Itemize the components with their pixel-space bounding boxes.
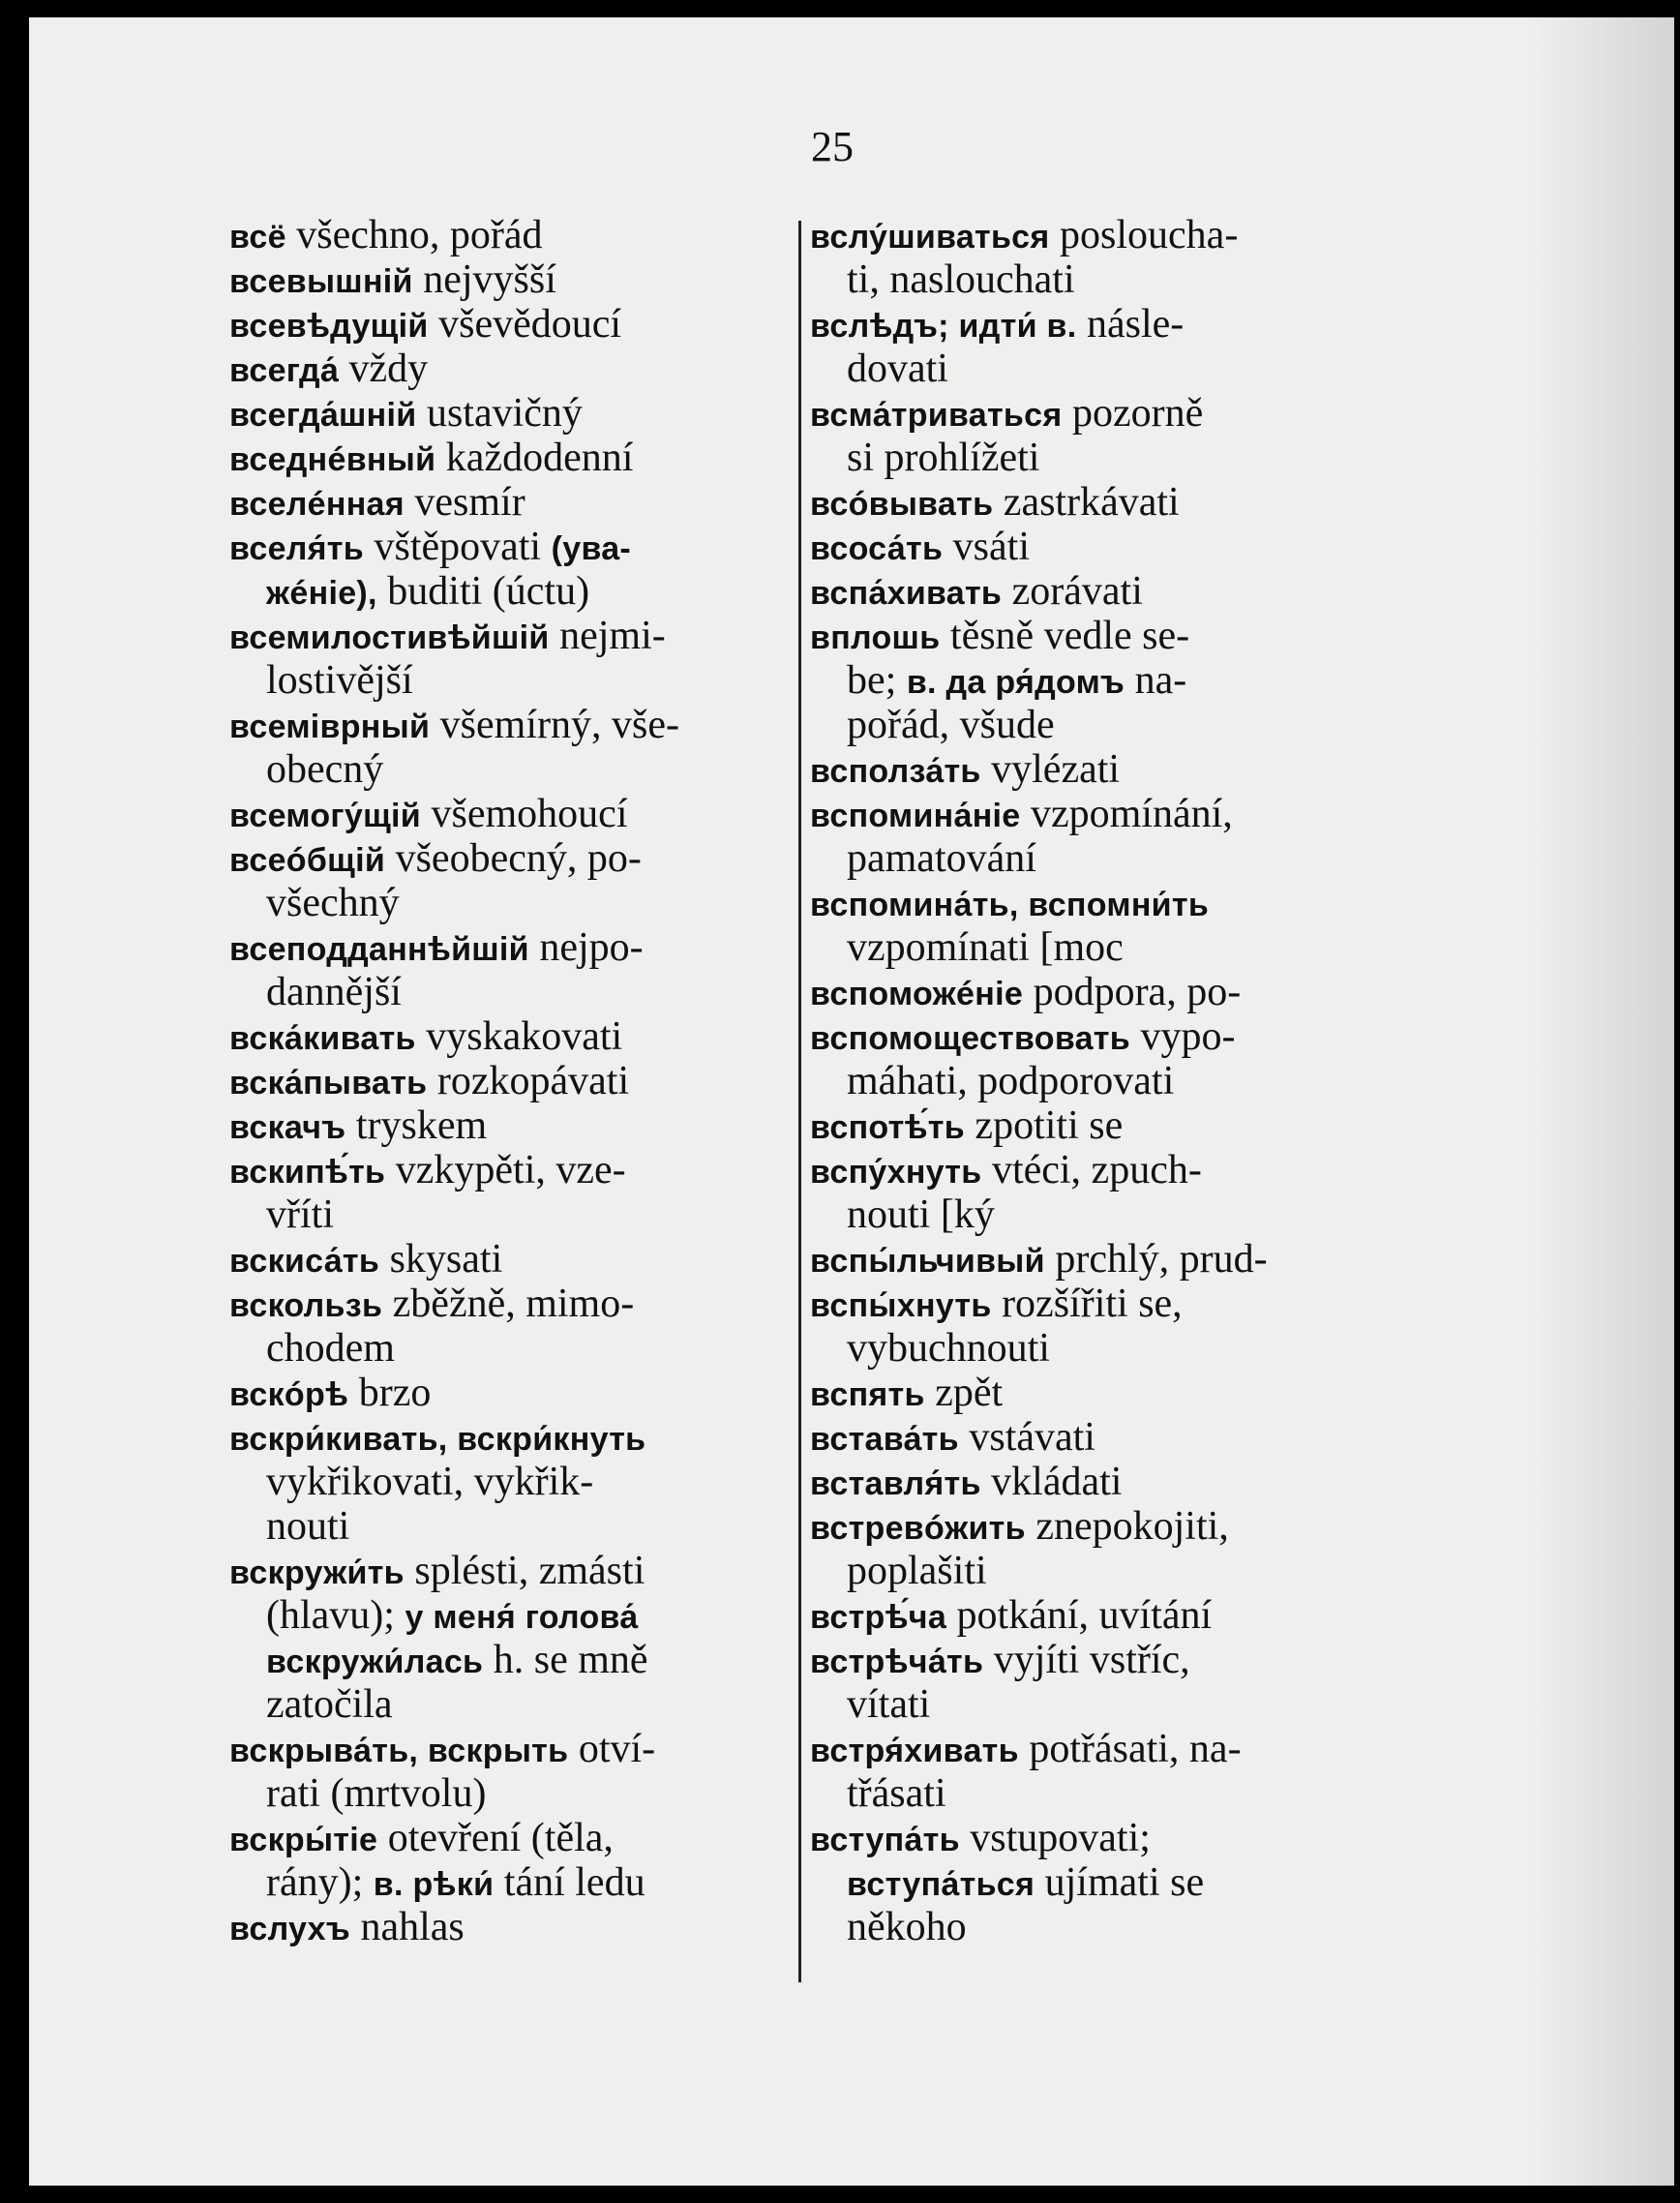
- entry-line: [810, 525, 1400, 569]
- entry-line: [810, 1103, 1400, 1148]
- entry-line: [229, 658, 820, 703]
- entry-line: [810, 925, 1400, 970]
- entry-line: [810, 1816, 1400, 1860]
- headword: всемогу́щій: [229, 798, 422, 834]
- headword: вплошь: [810, 619, 941, 656]
- left-column: [229, 213, 820, 1949]
- headword: встрѣ́ча: [810, 1599, 947, 1636]
- translation: vzpomínání,: [1020, 792, 1233, 836]
- entry-line: [810, 1148, 1400, 1192]
- entry-line: [229, 1905, 820, 1949]
- entry-line: [229, 1103, 820, 1148]
- translation: otví-: [568, 1727, 656, 1771]
- translation: pořád, všude: [847, 703, 1055, 747]
- translation: lostivější: [266, 658, 413, 703]
- entry-line: [229, 1860, 820, 1905]
- headword: вска́кивать: [229, 1020, 416, 1057]
- translation: prchlý, prud-: [1044, 1237, 1268, 1282]
- translation: brzo: [348, 1371, 432, 1415]
- entry-line: [229, 257, 820, 302]
- headword: всеподданнѣйшій: [229, 931, 529, 968]
- headword: вслухъ: [229, 1911, 350, 1947]
- translation: všechno, pořád: [285, 213, 543, 257]
- entry-line: [810, 391, 1400, 436]
- entry-line: [229, 925, 820, 970]
- translation: všemohoucí: [421, 792, 628, 836]
- headword: вслу́шиваться: [810, 219, 1050, 256]
- entry-line: [229, 1148, 820, 1192]
- translation: ti, naslouchati: [847, 257, 1075, 302]
- translation: potkání, uvítání: [946, 1593, 1213, 1638]
- headword: всевышній: [229, 263, 413, 300]
- headword: встрѣча́ть: [810, 1644, 984, 1680]
- entry-line: [229, 1816, 820, 1860]
- headword: встава́ть: [810, 1421, 959, 1458]
- entry-line: [810, 1860, 1400, 1905]
- entry-line: [229, 213, 820, 257]
- headword: вспять: [810, 1376, 925, 1413]
- entry-line: [810, 836, 1400, 881]
- entry-line: [229, 970, 820, 1014]
- translation: zatočila: [266, 1682, 393, 1727]
- entry-line: [229, 347, 820, 391]
- headword: вскружи́ть: [229, 1554, 405, 1591]
- translation: posloucha-: [1049, 213, 1239, 257]
- translation: vyjíti vstříc,: [983, 1638, 1190, 1682]
- translation: poplašiti: [847, 1549, 987, 1593]
- entry-line: [229, 1504, 820, 1549]
- headword: вскиса́ть: [229, 1243, 380, 1280]
- translation: vkládati: [980, 1460, 1123, 1504]
- headword: вскрыва́ть, вскрыть: [229, 1733, 569, 1769]
- translation: splésti, zmásti: [404, 1549, 645, 1593]
- headword: всóвывать: [810, 486, 994, 523]
- headword: вскóрѣ: [229, 1376, 349, 1413]
- translation: obecný: [266, 747, 384, 792]
- translation: nahlas: [349, 1905, 465, 1949]
- headword: вспотѣ́ть: [810, 1109, 965, 1146]
- entry-line: [810, 881, 1400, 925]
- entry-line: [229, 1192, 820, 1237]
- headword: вступа́ть: [810, 1822, 960, 1858]
- entry-line: [229, 1549, 820, 1593]
- entry-line: [810, 1727, 1400, 1771]
- page-edge-shadow: [1529, 17, 1674, 2186]
- translation: (hlavu);: [266, 1593, 405, 1638]
- headword: жéніе),: [266, 575, 377, 612]
- entry-line: [810, 569, 1400, 614]
- translation: vykřikovati, vykřik-: [266, 1460, 594, 1504]
- translation: někoho: [847, 1905, 967, 1949]
- entry-line: [810, 1549, 1400, 1593]
- headword: вскипѣ́ть: [229, 1154, 386, 1191]
- headword: всегда́: [229, 352, 340, 389]
- translation: všeobecný, po-: [385, 836, 642, 881]
- translation: každodenní: [435, 436, 634, 480]
- translation: ustavičný: [416, 391, 583, 436]
- entry-line: [810, 747, 1400, 792]
- entry-line: [229, 436, 820, 480]
- translation: zběžně, mimo-: [382, 1282, 635, 1326]
- entry-line: [810, 970, 1400, 1014]
- headword: (ува-: [551, 530, 632, 567]
- translation: vyskakovati: [415, 1014, 623, 1059]
- entry-line: [810, 436, 1400, 480]
- translation: dovati: [847, 347, 948, 391]
- headword: всегда́шній: [229, 397, 417, 434]
- entry-line: [229, 1059, 820, 1103]
- entry-line: [229, 747, 820, 792]
- entry-line: [229, 569, 820, 614]
- translation: vzkypěti, vze-: [385, 1148, 626, 1192]
- translation: otevření (těla,: [377, 1816, 614, 1860]
- translation: potřásati, na-: [1018, 1727, 1242, 1771]
- entry-line: [229, 1771, 820, 1816]
- headword: вспомоществовать: [810, 1020, 1130, 1057]
- translation: vříti: [266, 1192, 334, 1237]
- translation: zpotiti se: [964, 1103, 1124, 1148]
- entry-line: [810, 1771, 1400, 1816]
- entry-line: [229, 881, 820, 925]
- translation: vzpomínati [moc: [847, 925, 1124, 970]
- headword: вспомина́ніе: [810, 798, 1021, 834]
- translation: h. se mně: [483, 1638, 648, 1682]
- translation: vylézati: [980, 747, 1121, 792]
- translation: všemírný, vše-: [430, 703, 679, 747]
- translation: zastrkávati: [993, 480, 1180, 525]
- entry-line: [229, 792, 820, 836]
- entry-line: [229, 1237, 820, 1282]
- entry-line: [810, 257, 1400, 302]
- translation: rány);: [266, 1860, 374, 1905]
- headword: вседнéвный: [229, 441, 436, 478]
- headword: вскользь: [229, 1287, 383, 1324]
- headword: всполза́ть: [810, 753, 981, 790]
- headword: вспу́хнуть: [810, 1154, 982, 1191]
- headword: вскружи́лась: [266, 1644, 484, 1680]
- translation: pozorně: [1062, 391, 1204, 436]
- book-page: [29, 17, 1674, 2186]
- translation: si prohlížeti: [847, 436, 1040, 480]
- translation: těsně vedle se-: [940, 614, 1190, 658]
- entry-line: [810, 480, 1400, 525]
- translation: vypo-: [1129, 1014, 1236, 1059]
- entry-line: [229, 1593, 820, 1638]
- column-divider: [798, 221, 801, 1982]
- translation: máhati, podporovati: [847, 1059, 1175, 1103]
- entry-line: [229, 302, 820, 347]
- headword: всоса́ть: [810, 530, 944, 567]
- translation: znepokojiti,: [1025, 1504, 1229, 1549]
- entry-line: [810, 1237, 1400, 1282]
- translation: vtéci, zpuch-: [981, 1148, 1202, 1192]
- entry-line: [810, 792, 1400, 836]
- headword: вска́пывать: [229, 1065, 428, 1102]
- entry-line: [810, 1638, 1400, 1682]
- entry-line: [810, 1192, 1400, 1237]
- headword: вспоможéніе: [810, 976, 1024, 1012]
- translation: rozkopávati: [427, 1059, 630, 1103]
- translation: vždy: [339, 347, 429, 391]
- translation: na-: [1125, 658, 1187, 703]
- headword: вставля́ть: [810, 1465, 981, 1502]
- entry-line: [810, 1415, 1400, 1460]
- headword: вскри́кивать, вскри́кнуть: [229, 1421, 646, 1458]
- translation: tání ledu: [494, 1860, 645, 1905]
- translation: rozšířiti se,: [991, 1282, 1183, 1326]
- headword: встревóжить: [810, 1510, 1026, 1547]
- entry-line: [229, 1371, 820, 1415]
- headword: вскры́тіе: [229, 1822, 378, 1858]
- headword: вспы́льчивый: [810, 1243, 1045, 1280]
- entry-line: [229, 1282, 820, 1326]
- headword: встря́хивать: [810, 1733, 1019, 1769]
- translation: vítati: [847, 1682, 931, 1727]
- headword: вселéнная: [229, 486, 405, 523]
- page-number: 25: [811, 123, 854, 170]
- translation: všechný: [266, 881, 400, 925]
- translation: nejpo-: [528, 925, 644, 970]
- headword: вспы́хнуть: [810, 1287, 992, 1324]
- translation: třásati: [847, 1771, 946, 1816]
- entry-line: [229, 1727, 820, 1771]
- headword: всма́триваться: [810, 397, 1063, 434]
- translation: zorávati: [1002, 569, 1143, 614]
- translation: dannější: [266, 970, 402, 1014]
- translation: be;: [847, 658, 907, 703]
- entry-line: [810, 347, 1400, 391]
- headword: вскачъ: [229, 1109, 346, 1146]
- entry-line: [229, 1682, 820, 1727]
- headword: всеміврный: [229, 709, 431, 745]
- headword: вслѣдъ; идти́ в.: [810, 308, 1077, 345]
- translation: vstupovati;: [959, 1816, 1151, 1860]
- entry-line: [810, 1282, 1400, 1326]
- entry-line: [229, 614, 820, 658]
- translation: nejvyšší: [412, 257, 556, 302]
- entry-line: [229, 1460, 820, 1504]
- entry-line: [229, 703, 820, 747]
- translation: vševědoucí: [428, 302, 622, 347]
- translation: zpět: [924, 1371, 1004, 1415]
- headword: вселя́ть: [229, 530, 364, 567]
- entry-line: [810, 703, 1400, 747]
- translation: rati (mrtvolu): [266, 1771, 487, 1816]
- translation: vstávati: [958, 1415, 1095, 1460]
- entry-line: [810, 213, 1400, 257]
- entry-line: [810, 1326, 1400, 1371]
- entry-line: [810, 658, 1400, 703]
- headword: у меня́ голова́: [405, 1599, 639, 1636]
- entry-line: [229, 836, 820, 881]
- headword: всевѣдущій: [229, 308, 429, 345]
- entry-line: [229, 1326, 820, 1371]
- translation: vsáti: [943, 525, 1030, 569]
- entry-line: [810, 1905, 1400, 1949]
- headword: в. да ря́домъ: [906, 664, 1125, 701]
- headword: всемилостивѣйшій: [229, 619, 550, 656]
- entry-line: [229, 480, 820, 525]
- entry-line: [229, 525, 820, 569]
- translation: nouti: [266, 1504, 350, 1549]
- translation: nouti [ký: [847, 1192, 995, 1237]
- translation: pamatování: [847, 836, 1036, 881]
- headword: вспа́хивать: [810, 575, 1003, 612]
- right-column: [810, 213, 1400, 1949]
- entry-line: [229, 391, 820, 436]
- translation: buditi (úctu): [376, 569, 590, 614]
- translation: tryskem: [345, 1103, 488, 1148]
- headword: вспомина́ть, вспомни́ть: [810, 887, 1210, 923]
- translation: nejmi-: [549, 614, 666, 658]
- entry-line: [810, 1014, 1400, 1059]
- headword: вступа́ться: [847, 1866, 1035, 1903]
- headword: всеóбщій: [229, 842, 386, 879]
- translation: násle-: [1076, 302, 1185, 347]
- entry-line: [810, 1059, 1400, 1103]
- translation: podpora, po-: [1023, 970, 1242, 1014]
- entry-line: [810, 302, 1400, 347]
- entry-line: [810, 1460, 1400, 1504]
- translation: ujímati se: [1035, 1860, 1205, 1905]
- translation: chodem: [266, 1326, 395, 1371]
- entry-line: [810, 1504, 1400, 1549]
- entry-line: [810, 614, 1400, 658]
- entry-line: [810, 1371, 1400, 1415]
- entry-line: [810, 1682, 1400, 1727]
- entry-line: [229, 1638, 820, 1682]
- translation: vesmír: [404, 480, 525, 525]
- translation: skysati: [379, 1237, 503, 1282]
- headword: в. рѣки́: [373, 1866, 495, 1903]
- headword: всё: [229, 219, 286, 256]
- entry-line: [810, 1593, 1400, 1638]
- entry-line: [229, 1415, 820, 1460]
- translation: vštěpovati: [363, 525, 552, 569]
- entry-line: [229, 1014, 820, 1059]
- translation: vybuchnouti: [847, 1326, 1050, 1371]
